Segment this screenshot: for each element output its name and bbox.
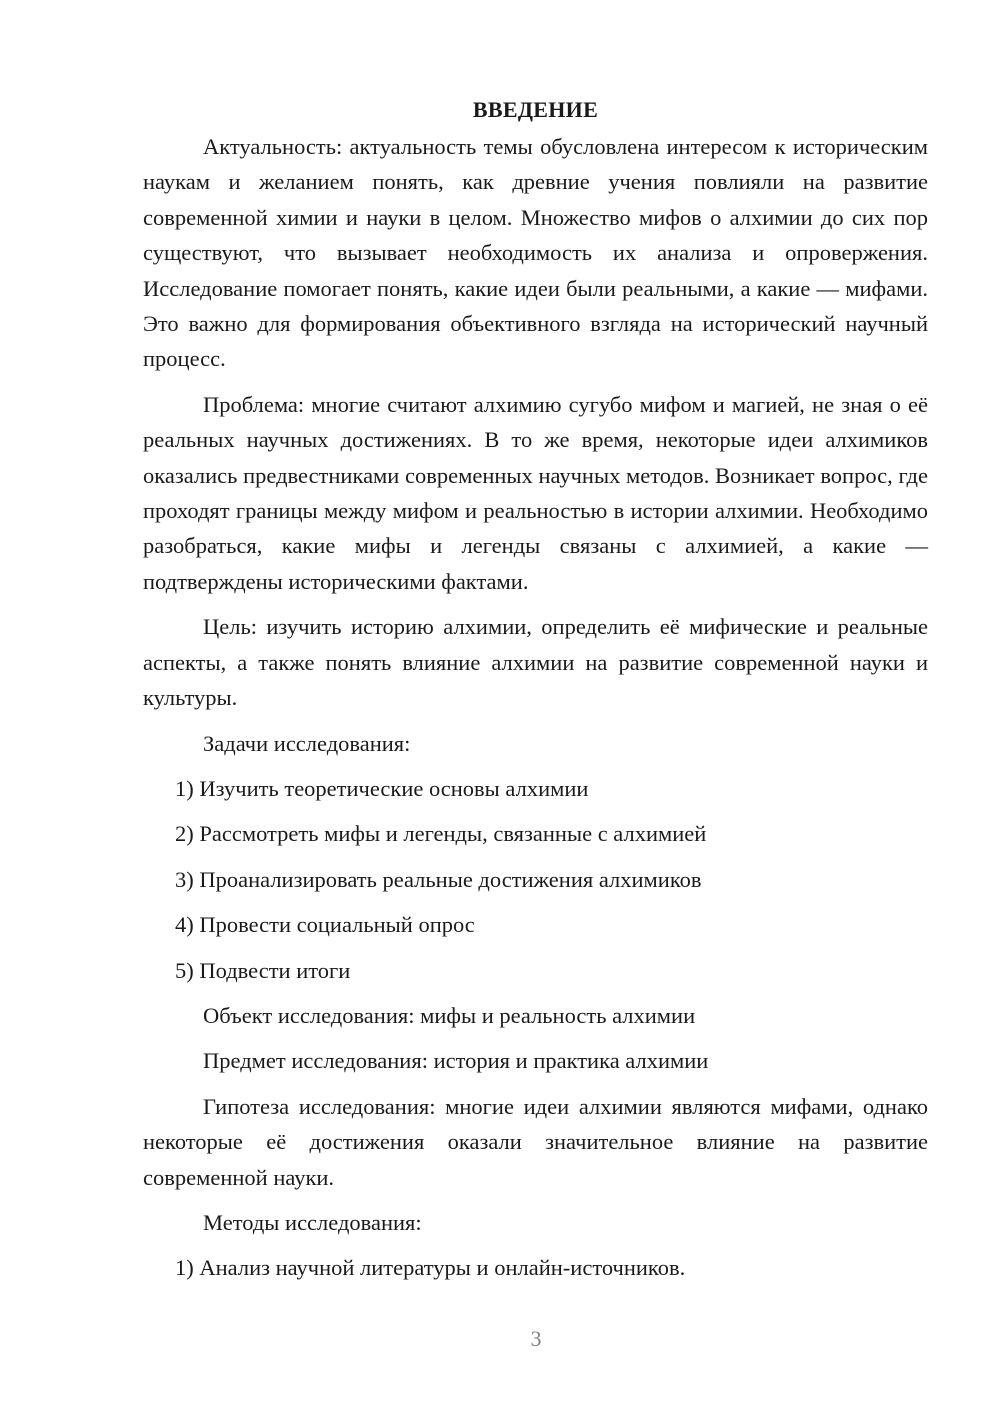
section-title: ВВЕДЕНИЕ xyxy=(472,97,599,122)
research-object: Объект исследования: мифы и реальность алхимии xyxy=(203,1002,696,1028)
method-item: 1) Анализ научной литературы и онлайн-источников. xyxy=(175,1255,686,1281)
problem-paragraph: Проблема: многие считают алхимию сугубо мифом и магией, не зная о её реальных научных достижениях. В то же время, некоторые идеи алхимиков оказались предвестниками современных научных методов. Возникает вопрос, где проходят границы между мифом и реальностью в истории алхимии. Необходимо разобраться, какие мифы и легенды связаны с алхимией, а какие — подтверждены историческими фактами. xyxy=(143,391,928,594)
page-number: 3 xyxy=(530,1326,542,1351)
tasks-list xyxy=(143,771,928,988)
research-subject: Предмет исследования: история и практика алхимии xyxy=(203,1048,709,1074)
tasks-heading: Задачи исследования: xyxy=(203,730,411,756)
task-item: 3) Проанализировать реальные достижения алхимиков xyxy=(175,866,702,892)
task-item: 1) Изучить теоретические основы алхимии xyxy=(175,775,589,801)
document-page xyxy=(143,92,928,1296)
methods-list xyxy=(143,1250,928,1285)
hypothesis-paragraph: Гипотеза исследования: многие идеи алхимии являются мифами, однако некоторые её достижения оказали значительное влияние на развитие современной науки. xyxy=(143,1093,928,1190)
goal-paragraph: Цель: изучить историю алхимии, определить её мифические и реальные аспекты, а также понять влияние алхимии на развитие современной науки и культуры. xyxy=(143,614,928,711)
task-item: 5) Подвести итоги xyxy=(175,957,351,983)
task-item: 4) Провести социальный опрос xyxy=(175,912,475,938)
relevance-paragraph: Актуальность: актуальность темы обусловлена интересом к историческим наукам и желанием понять, как древние учения повлияли на развитие современной химии и науки в целом. Множество мифов о алхимии до сих пор существуют, что вызывает необходимость их анализа и опровержения. Исследование помогает понять, какие идеи были реальными, а какие — мифами. Это важно для формирования объективного взгляда на исторический научный процесс. xyxy=(143,134,928,372)
methods-heading: Методы исследования: xyxy=(203,1209,422,1235)
task-item: 2) Рассмотреть мифы и легенды, связанные с алхимией xyxy=(175,821,707,847)
